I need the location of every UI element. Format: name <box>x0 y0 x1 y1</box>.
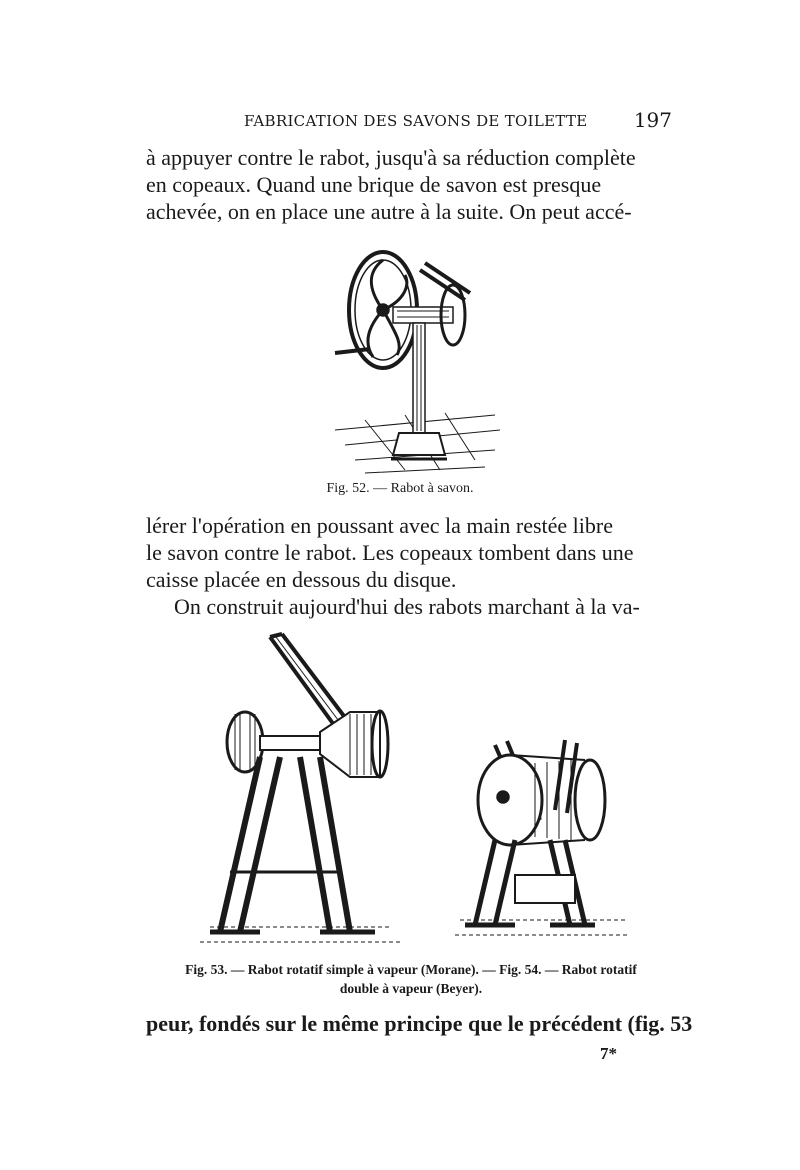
text-line: à appuyer contre le rabot, jusqu'à sa réduction complète <box>146 145 636 170</box>
text-line: caisse placée en dessous du disque. <box>146 567 457 592</box>
figure-52-illustration <box>325 245 500 475</box>
text-line: peur, fondés sur le même principe que le précédent (fig. 53 <box>146 1011 693 1036</box>
signature-mark: 7* <box>600 1044 617 1063</box>
figure-53-54-caption-line-2: double à vapeur (Beyer). <box>339 981 483 996</box>
paragraph-2 <box>146 512 672 593</box>
paragraph-4 <box>146 1010 693 1037</box>
paragraph-3 <box>146 593 672 620</box>
figure-53-54-caption-line-1: Fig. 53. — Rabot rotatif simple à vapeur (Morane). — Fig. 54. — Rabot rotatif <box>185 962 637 977</box>
text-line: On construit aujourd'hui des rabots marchant à la va- <box>174 594 640 619</box>
running-header <box>244 108 672 132</box>
running-title: FABRICATION DES SAVONS DE TOILETTE <box>244 112 588 130</box>
text-line: achevée, on en place une autre à la suite. On peut accé- <box>146 199 632 224</box>
figure-54-illustration <box>455 735 630 945</box>
text-line: en copeaux. Quand une brique de savon est presque <box>146 172 602 197</box>
text-line: le savon contre le rabot. Les copeaux tombent dans une <box>146 540 634 565</box>
figure-53-illustration <box>200 632 400 947</box>
paragraph-1 <box>146 144 672 225</box>
page-number: 197 <box>633 108 672 132</box>
figure-52-caption: Fig. 52. — Rabot à savon. <box>326 481 474 496</box>
text-line: lérer l'opération en poussant avec la main restée libre <box>146 513 613 538</box>
